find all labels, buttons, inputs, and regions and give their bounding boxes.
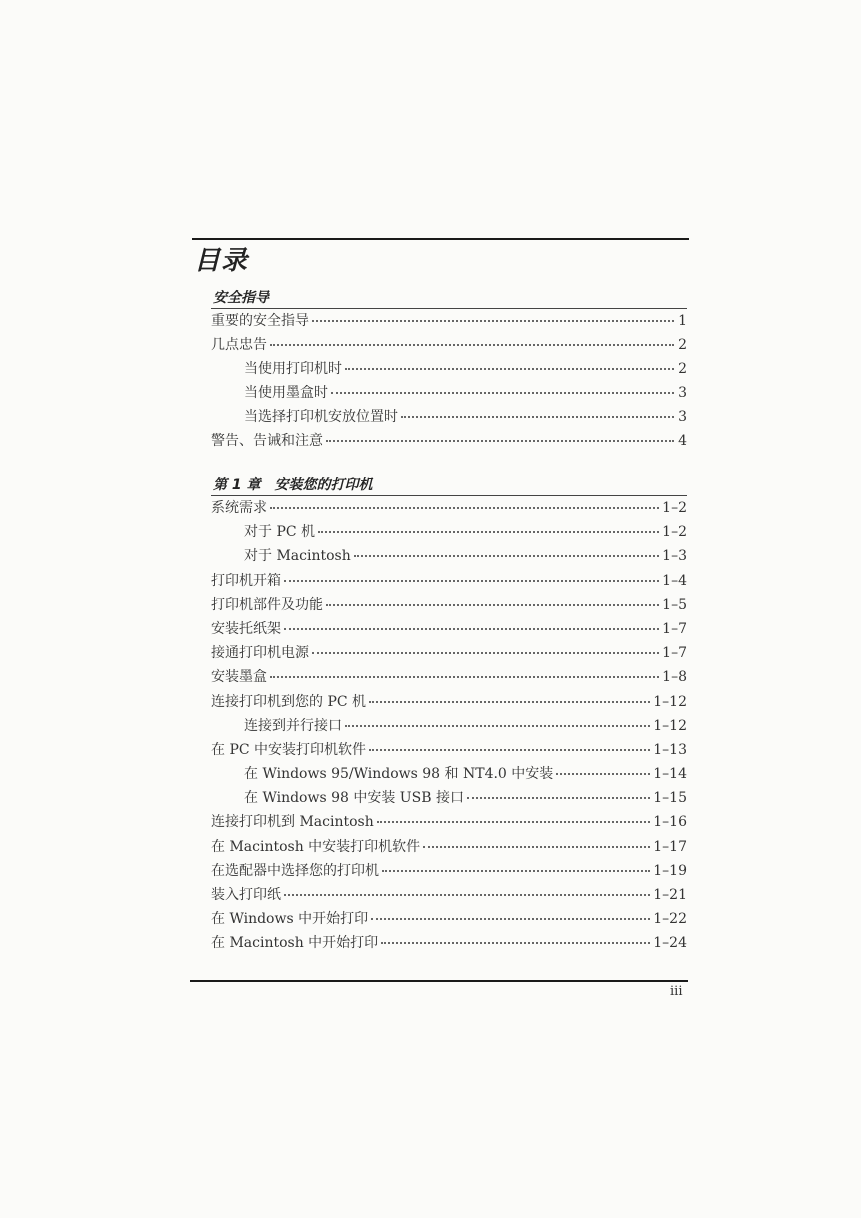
toc-entry-label: 重要的安全指导 [211, 313, 309, 329]
toc-entry-page: 1–21 [653, 887, 687, 903]
toc-entry-page: 4 [678, 433, 687, 449]
dot-leader [371, 918, 650, 920]
toc-entry-label: 警告、告诫和注意 [211, 433, 323, 449]
dot-leader [423, 846, 650, 848]
toc-entry-label: 几点忠告 [211, 337, 267, 353]
dot-leader [312, 320, 674, 322]
toc-entry-label: 在 Windows 中开始打印 [211, 911, 369, 928]
dot-leader [326, 604, 659, 606]
dot-leader [401, 416, 674, 418]
toc-entry [211, 665, 687, 689]
page-title: 目录 [194, 246, 249, 276]
toc-entry-page: 1–13 [653, 741, 687, 758]
toc-entry-page: 1–12 [653, 693, 687, 710]
toc-entry-label: 安装墨盒 [211, 669, 267, 686]
toc-entry [211, 357, 687, 381]
toc-entry-page: 1–12 [653, 717, 687, 734]
toc-entry [211, 762, 687, 786]
toc-entry [211, 544, 687, 568]
dot-leader [270, 676, 659, 678]
toc-entry-label: 在 Macintosh 中安装打印机软件 [211, 838, 421, 855]
toc-entry-page: 1–24 [653, 935, 687, 952]
toc-entry [211, 883, 687, 907]
toc-entry-label: 连接到并行接口 [244, 717, 342, 734]
toc-entry-label: 在选配器中选择您的打印机 [211, 862, 379, 879]
dot-leader [345, 725, 650, 727]
dot-leader [318, 531, 659, 533]
toc-entry-page: 1–2 [662, 500, 687, 516]
toc-entry-label: 系统需求 [211, 500, 267, 516]
toc-entry-label: 打印机部件及功能 [211, 596, 323, 613]
toc-entry [211, 810, 687, 834]
bottom-divider [190, 980, 688, 982]
toc-entry [211, 907, 687, 931]
toc-entry-page: 1–7 [662, 620, 687, 637]
toc-entry-label: 安装托纸架 [211, 620, 281, 637]
toc-entry-label: 在 Windows 95/Windows 98 和 NT4.0 中安装 [244, 766, 554, 783]
toc-list [211, 309, 687, 453]
toc-entry-label: 当使用打印机时 [244, 361, 342, 377]
toc-entry-label: 连接打印机到 Macintosh [211, 814, 374, 831]
section-heading: 安全指导 [211, 287, 687, 309]
toc-entry-page: 1–7 [662, 645, 687, 662]
toc-section-safety [211, 287, 687, 453]
toc-entry [211, 309, 687, 333]
toc-entry-page: 1–16 [653, 814, 687, 831]
toc-entry [211, 496, 687, 520]
toc-entry [211, 520, 687, 544]
toc-entry-label: 对于 PC 机 [244, 524, 316, 541]
toc-entry-page: 1–5 [662, 596, 687, 613]
dot-leader [284, 628, 659, 630]
toc-entry-page: 2 [678, 361, 687, 377]
dot-leader [331, 392, 674, 394]
dot-leader [354, 555, 659, 557]
toc-entry-page: 2 [678, 337, 687, 353]
toc-entry-page: 1–4 [662, 572, 687, 589]
toc-entry [211, 714, 687, 738]
toc-entry-page: 1–14 [653, 766, 687, 783]
dot-leader [377, 821, 651, 823]
toc-entry-page: 1–19 [653, 862, 687, 879]
toc-entry-page: 1 [678, 313, 687, 329]
dot-leader [270, 344, 674, 346]
dot-leader [345, 368, 674, 370]
dot-leader [467, 797, 650, 799]
dot-leader [381, 942, 650, 944]
toc-entry [211, 641, 687, 665]
dot-leader [369, 701, 650, 703]
toc-entry [211, 381, 687, 405]
dot-leader [369, 749, 650, 751]
dot-leader [270, 507, 659, 509]
dot-leader [312, 652, 659, 654]
toc-section-chapter-1 [211, 474, 687, 956]
toc-entry [211, 405, 687, 429]
toc-entry-label: 当选择打印机安放位置时 [244, 409, 398, 425]
toc-entry-label: 打印机开箱 [211, 572, 281, 589]
section-heading: 第 1 章 安装您的打印机 [211, 474, 687, 496]
dot-leader [284, 580, 659, 582]
toc-entry-page: 1–8 [662, 669, 687, 686]
toc-entry [211, 738, 687, 762]
toc-entry-page: 3 [678, 385, 687, 401]
dot-leader [556, 773, 650, 775]
toc-entry-label: 在 PC 中安装打印机软件 [211, 741, 367, 758]
dot-leader [284, 894, 650, 896]
toc-entry-page: 3 [678, 409, 687, 425]
toc-entry-label: 在 Macintosh 中开始打印 [211, 935, 379, 952]
toc-entry-page: 1–22 [653, 911, 687, 928]
toc-entry [211, 429, 687, 453]
toc-entry-label: 当使用墨盒时 [244, 385, 328, 401]
toc-entry-label: 在 Windows 98 中安装 USB 接口 [244, 790, 464, 807]
top-divider [192, 238, 689, 240]
toc-entry [211, 333, 687, 357]
toc-entry-page: 1–15 [653, 790, 687, 807]
toc-entry [211, 835, 687, 859]
toc-entry-label: 装入打印纸 [211, 887, 281, 903]
toc-entry [211, 786, 687, 810]
toc-entry [211, 931, 687, 955]
toc-list [211, 496, 687, 956]
toc-entry [211, 690, 687, 714]
page-number: iii [670, 984, 683, 999]
toc-entry [211, 617, 687, 641]
toc-entry-label: 对于 Macintosh [244, 548, 351, 565]
toc-entry-label: 连接打印机到您的 PC 机 [211, 693, 367, 710]
toc-entry-page: 1–17 [653, 838, 687, 855]
toc-entry-page: 1–2 [662, 524, 687, 541]
toc-entry [211, 593, 687, 617]
toc-entry [211, 569, 687, 593]
dot-leader [326, 440, 674, 442]
toc-entry-page: 1–3 [662, 548, 687, 565]
toc-entry-label: 接通打印机电源 [211, 645, 309, 662]
toc-entry [211, 859, 687, 883]
dot-leader [382, 870, 650, 872]
